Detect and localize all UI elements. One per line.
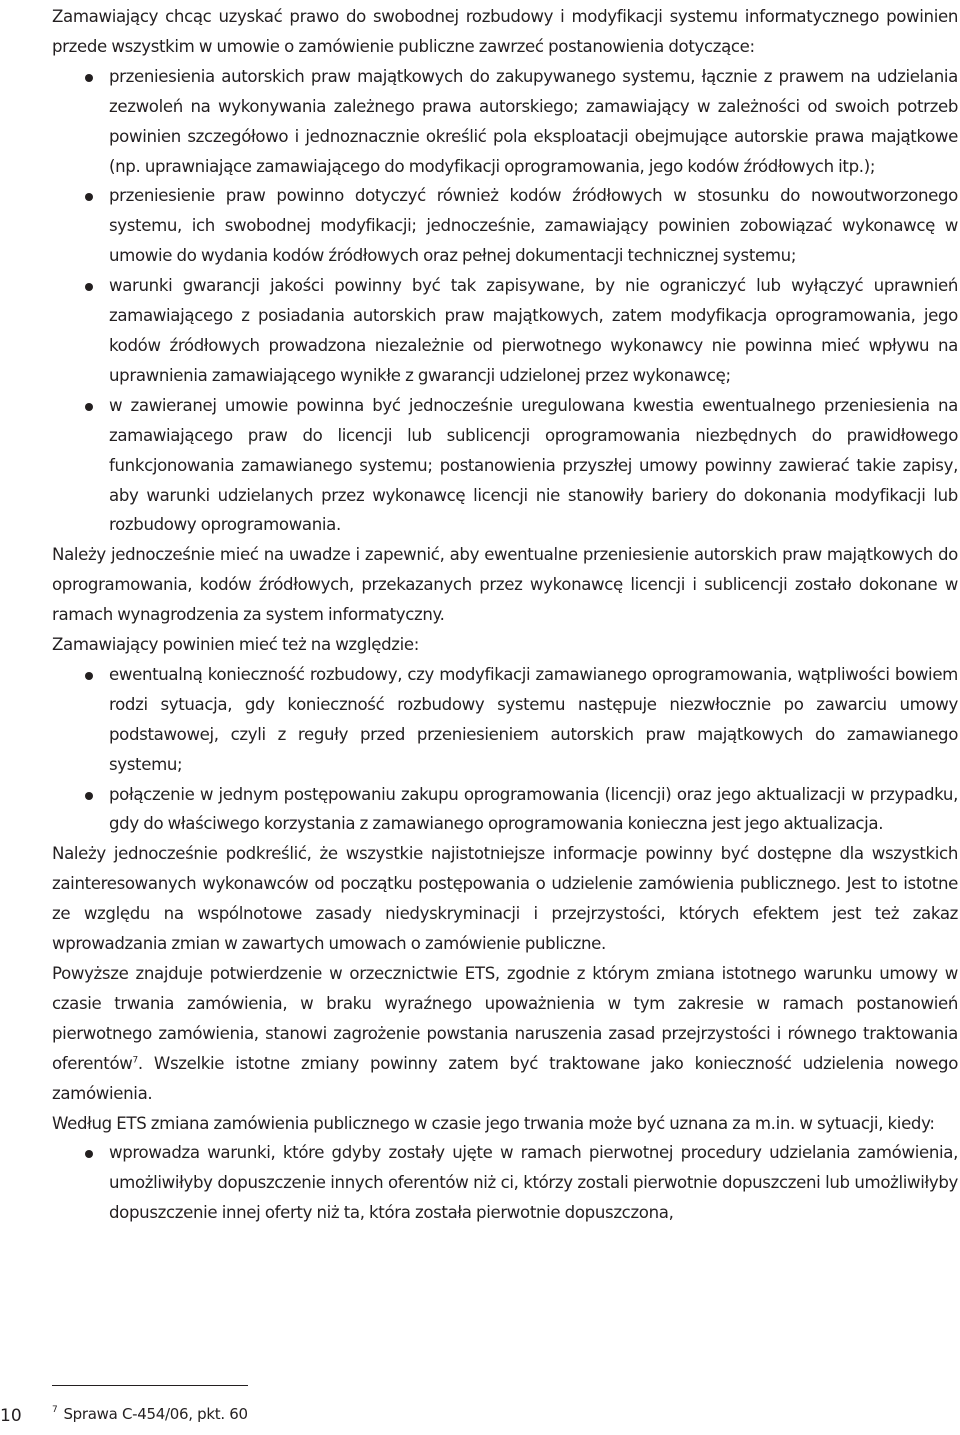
footnote-mark: 7 [52,1405,58,1415]
paragraph-transparency: Należy jednocześnie podkreślić, że wszystkie najistotniejsze informacje powinny być dostępne dla wszystkich zainteresowanych wykonawców od początku postępowania o udzielenie zamówienia publicznego. Jest to istotne ze względu na wspólnotowe zasady niedyskryminacji i przejrzystości, których efektem jest też zakaz wprowadzania zmian w zawartych umowach o zamówienie publiczne. [52,844,958,954]
bullet-list-considerations [52,660,958,839]
list-item-text: przeniesienia autorskich praw majątkowych do zakupywanego systemu, łącznie z prawem na udzielania zezwoleń na wykonywania zależnego prawa autorskiego; zamawiający w zależności od swoich potrzeb powinien szczegółowo i jednoznacznie określić pola eksploatacji obejmujące autorskie prawa majątkowe (np. uprawniające zamawiającego do modyfikacji oprogramowania, jego kodów źródłowych itp.); [109,66,958,176]
bullet-list-contract-provisions [52,62,958,541]
list-item-text: w zawieranej umowie powinna być jednocześnie uregulowana kwestia ewentualnego przeniesienia na zamawiającego praw do licencji lub sublicencji oprogramowania niezbędnych do prawidłowego funkcjonowania zamawianego systemu; postanowienia przyszłej umowy powinny zawierać takie zapisy, aby warunki udzielanych przez wykonawcę licencji nie stanowiły bariery do dokonania modyfikacji lub rozbudowy oprogramowania. [109,395,958,535]
list-item-text: ewentualną konieczność rozbudowy, czy modyfikacji zamawianego oprogramowania, wątpliwości bowiem rodzi sytuacja, gdy konieczność rozbudowy systemu następuje niezwłocznie po zawarciu umowy podstawowej, czyli z reguły przed przeniesieniem autorskich praw majątkowych do zamawianego systemu; [109,664,958,774]
paragraph-ets-change: Według ETS zmiana zamówienia publicznego w czasie jego trwania może być uznana za m.in. w sytuacji, kiedy: [52,1113,935,1133]
bullet-icon [85,193,93,201]
list-item-text: połączenie w jednym postępowaniu zakupu oprogramowania (licencji) oraz jego aktualizacji w przypadku, gdy do właściwego korzystania z zamawianego oprogramowania konieczna jest jego aktualizacja. [109,784,958,834]
list-item [52,1138,958,1228]
bullet-icon [85,672,93,680]
paragraph-considerations: Zamawiający powinien mieć też na względzie: [52,635,419,655]
bullet-icon [85,283,93,291]
list-item [52,62,958,182]
list-item [52,391,958,541]
bullet-list-ets-situations [52,1138,958,1228]
page-body [52,2,958,1228]
bullet-icon [85,1150,93,1158]
footnote-reference[interactable]: 7 [132,1055,138,1066]
list-item-text: wprowadza warunki, które gdyby zostały ujęte w ramach pierwotnej procedury udzielania zamówienia, umożliwiłyby dopuszczenie innych oferentów niż ci, którzy zostali pierwotnie dopuszczeni lub umożliwiłyby dopuszczenie innej oferty niż ta, która została pierwotnie dopuszczona, [109,1143,958,1223]
paragraph-text: . Wszelkie istotne zmiany powinny zatem być traktowane jako konieczność udzielenia nowego zamówienia. [52,1053,958,1103]
bullet-icon [85,74,93,82]
page-number: 10 [0,1406,22,1426]
list-item [52,271,958,391]
paragraph-text: Powyższe znajduje potwierdzenie w orzecznictwie ETS, zgodnie z którym zmiana istotnego warunku umowy w czasie trwania zamówienia, w braku wyraźnego upoważnienia w tym zakresie w ramach postanowień pierwotnego zamówienia, stanowi zagrożenie powstania naruszenia zasad przejrzystości i równego traktowania oferentów [52,964,958,1073]
list-item [52,660,958,780]
bullet-icon [85,403,93,411]
list-item-text: warunki gwarancji jakości powinny być tak zapisywane, by nie ograniczyć lub wyłączyć uprawnień zamawiającego z posiadania autorskich praw majątkowych, zatem modyfikacja oprogramowania, jego kodów źródłowych prowadzona niezależnie od pierwotnego wykonawcy nie powinna mieć wpływu na uprawnienia zamawiającego wynikłe z gwarancji udzielonej przez wykonawcę; [109,276,958,385]
list-item [52,780,958,840]
paragraph-remuneration: Należy jednocześnie mieć na uwadze i zapewnić, aby ewentualne przeniesienie autorskich praw majątkowych do oprogramowania, kodów źródłowych, przekazanych przez wykonawcę licencji i sublicencji zostało dokonane w ramach wynagrodzenia za system informatyczny. [52,545,958,625]
footnote-divider [52,1385,248,1386]
list-item [52,181,958,271]
bullet-icon [85,792,93,800]
footnote-text: Sprawa C-454/06, pkt. 60 [63,1405,248,1423]
footnote [52,1404,248,1424]
list-item-text: przeniesienie praw powinno dotyczyć również kodów źródłowych w stosunku do nowoutworzonego systemu, ich swobodnej modyfikacji; jednocześnie, zamawiający powinien zobowiązać wykonawcę w umowie do wydania kodów źródłowych oraz pełnej dokumentacji technicznej systemu; [109,186,958,266]
paragraph-intro: Zamawiający chcąc uzyskać prawo do swobodnej rozbudowy i modyfikacji systemu informatycznego powinien przede wszystkim w umowie o zamówienie publiczne zawrzeć postanowienia dotyczące: [52,7,958,56]
paragraph-ets-case-law [52,959,958,1109]
